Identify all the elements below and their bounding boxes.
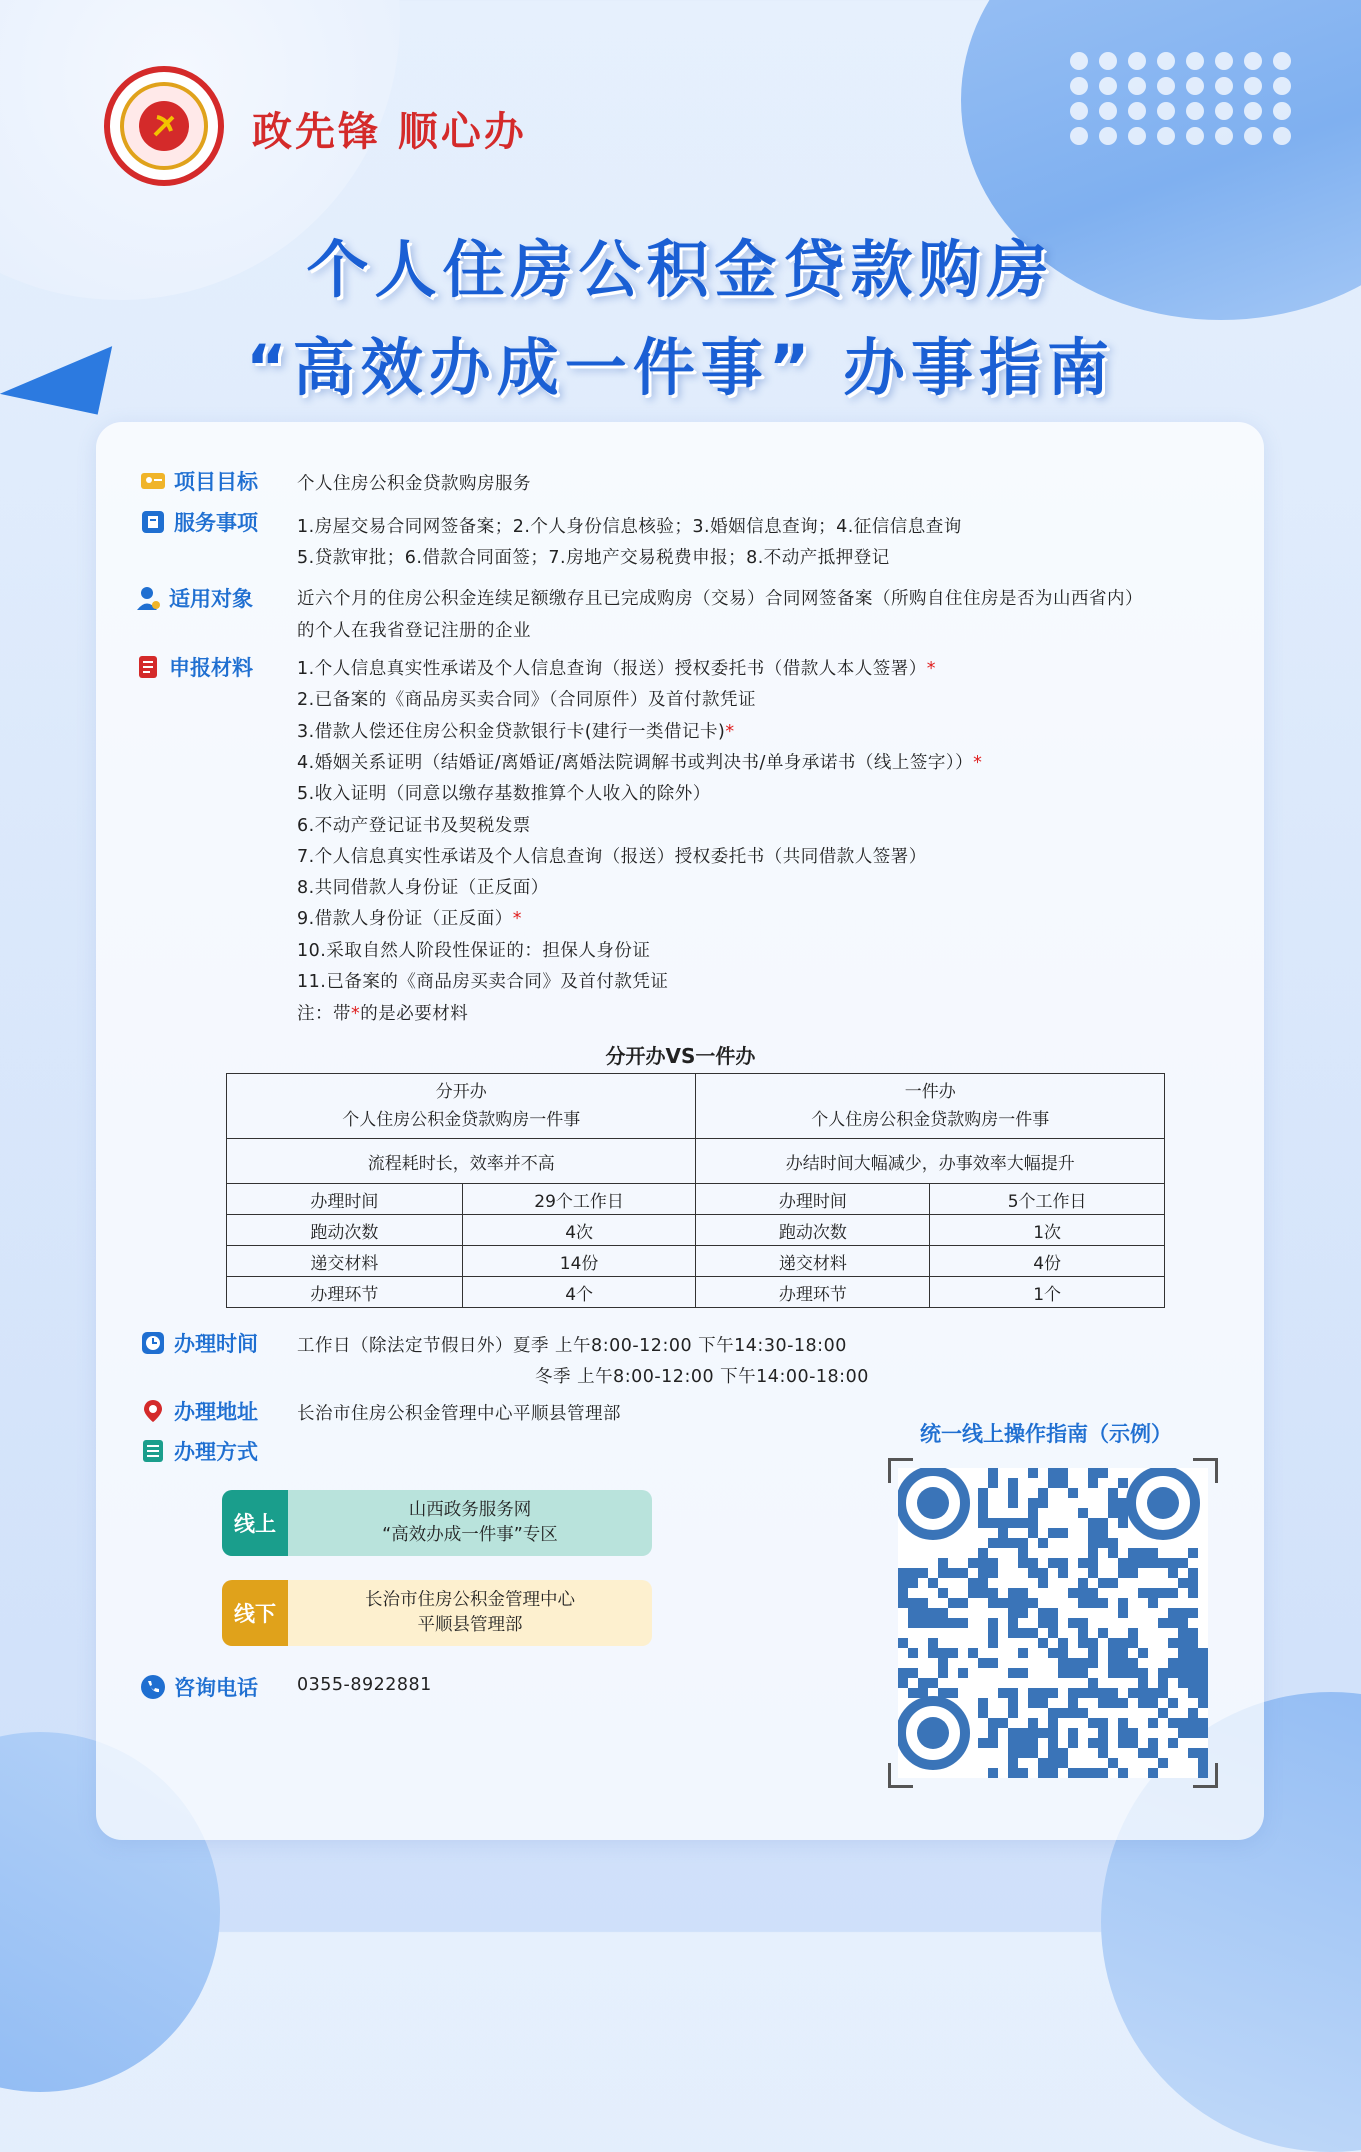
hours-line1: 工作日（除法定节假日外）夏季 上午8:00-12:00 下午14:30-18:00 (297, 1336, 847, 1356)
section-goal (140, 466, 258, 496)
goal-text: 个人住房公积金贷款购房服务 (297, 474, 531, 494)
user-icon (135, 585, 161, 611)
section-items (140, 507, 258, 537)
section-phone (140, 1672, 258, 1702)
list-item: 7.个人信息真实性承诺及个人信息查询（报送）授权委托书（共同借款人签署） (297, 846, 927, 867)
section-hours-label: 办理时间 (174, 1332, 258, 1356)
qr-title: 统一线上操作指南（示例） (920, 1422, 1172, 1446)
section-materials (135, 652, 253, 682)
document-icon (135, 654, 161, 680)
offline-channel: 线下 长治市住房公积金管理中心 平顺县管理部 (222, 1580, 652, 1646)
list-item: 3.借款人偿还住房公积金贷款银行卡(建行一类借记卡)* (297, 721, 735, 742)
section-method-label: 办理方式 (174, 1440, 258, 1464)
id-card-icon (140, 468, 166, 494)
offline-tag: 线下 (222, 1580, 288, 1646)
section-method (140, 1436, 258, 1466)
table-row: 办理时间 29个工作日 办理时间 5个工作日 (227, 1184, 1165, 1215)
list-item: 1.个人信息真实性承诺及个人信息查询（报送）授权委托书（借款人本人签署）* (297, 659, 936, 679)
online-channel[interactable]: 线上 山西政务服务网 “高效办成一件事”专区 (222, 1490, 652, 1556)
slogan: 政先锋 顺心办 (252, 109, 527, 155)
section-goal-label: 项目目标 (174, 470, 258, 494)
page-title-line1: 个人住房公积金贷款购房 (306, 233, 1055, 306)
clipboard-icon (140, 509, 166, 535)
list-item: 4.婚姻关系证明（结婚证/离婚证/离婚法院调解书或判决书/单身承诺书（线上签字））* (297, 752, 983, 773)
phone-icon (140, 1674, 166, 1700)
table-row: 办理环节 4个 办理环节 1个 (227, 1277, 1165, 1308)
list-item: 9.借款人身份证（正反面）* (297, 909, 522, 930)
materials-note: 注：带*的是必要材料 (297, 1004, 469, 1024)
party-emblem-logo (104, 66, 224, 186)
address-text: 长治市住房公积金管理中心平顺县管理部 (297, 1404, 621, 1424)
list-icon (140, 1438, 166, 1464)
left-head: 分开办 个人住房公积金贷款购房一件事 (227, 1074, 696, 1139)
page-title-line2: “高效办成一件事” 办事指南 (245, 331, 1116, 404)
qr-code[interactable] (888, 1458, 1218, 1788)
target-line2: 的个人在我省登记注册的企业 (297, 621, 531, 641)
right-summary: 办结时间大幅减少，办事效率大幅提升 (696, 1139, 1165, 1184)
phone-number[interactable]: 0355-8922881 (297, 1675, 432, 1695)
section-target-label: 适用对象 (169, 587, 253, 611)
right-head: 一件办 个人住房公积金贷款购房一件事 (696, 1074, 1165, 1139)
left-summary: 流程耗时长，效率并不高 (227, 1139, 696, 1184)
target-line1: 近六个月的住房公积金连续足额缴存且已完成购房（交易）合同网签备案（所购自住住房是否为山西省内） (297, 589, 1143, 609)
list-item: 10.采取自然人阶段性保证的：担保人身份证 (297, 940, 651, 961)
section-address (140, 1396, 258, 1426)
list-item: 5.收入证明（同意以缴存基数推算个人收入的除外） (297, 784, 711, 805)
list-item: 11.已备案的《商品房买卖合同》及首付款凭证 (297, 972, 669, 992)
items-line2: 5.贷款审批；6.借款合同面签；7.房地产交易税费申报；8.不动产抵押登记 (297, 548, 890, 568)
compare-title: 分开办VS一件办 (605, 1044, 756, 1068)
hours-line2: 冬季 上午8:00-12:00 下午14:00-18:00 (535, 1367, 869, 1387)
table-row: 递交材料 14份 递交材料 4份 (227, 1246, 1165, 1277)
section-target (135, 583, 253, 613)
list-item: 2.已备案的《商品房买卖合同》（合同原件）及首付款凭证 (297, 690, 756, 711)
section-phone-label: 咨询电话 (174, 1676, 258, 1700)
dot-pattern (1070, 52, 1295, 145)
list-item: 6.不动产登记证书及契税发票 (297, 815, 531, 836)
section-materials-label: 申报材料 (169, 656, 253, 680)
section-items-label: 服务事项 (174, 511, 258, 535)
section-address-label: 办理地址 (174, 1400, 258, 1424)
table-row: 跑动次数 4次 跑动次数 1次 (227, 1215, 1165, 1246)
clock-icon (140, 1330, 166, 1356)
compare-table (226, 1073, 1165, 1308)
section-hours (140, 1328, 258, 1358)
location-pin-icon (140, 1398, 166, 1424)
list-item: 8.共同借款人身份证（正反面） (297, 878, 549, 899)
online-tag: 线上 (222, 1490, 288, 1556)
items-line1: 1.房屋交易合同网签备案；2.个人身份信息核验；3.婚姻信息查询；4.征信信息查询 (297, 517, 962, 537)
